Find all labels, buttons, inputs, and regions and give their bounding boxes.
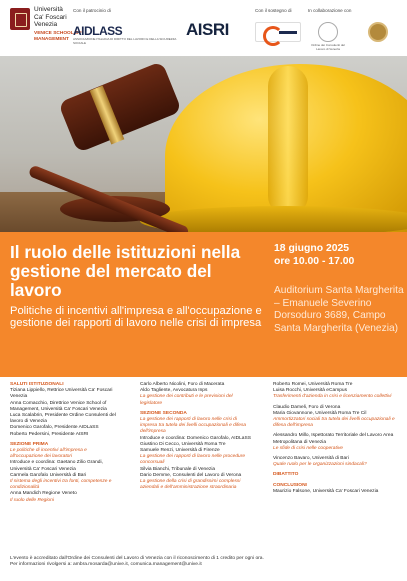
logo-strip: [0, 0, 407, 56]
sponsor-logo-icon: [255, 22, 301, 42]
program-column-2: [140, 382, 255, 491]
talk-title: La gestione della crisi di grandissimi complessi aziendali e dell'amministrazione straordinaria: [140, 479, 241, 491]
speaker-entry: Alessandro Millo, Ispettorato Territoriale del Lavoro Area Metropolitana di Venezia: [273, 433, 394, 445]
speaker-entry: Anna Comacchio, Direttrice Venice School of Management, Università Ca' Foscari Venezia: [10, 400, 107, 412]
ordine-emblem-icon: [318, 22, 338, 42]
section-heading: CONCLUSIONI: [273, 482, 307, 488]
program-column-3: [273, 382, 400, 495]
talk-title: Quale ruolo per le organizzazioni sindacali?: [273, 462, 367, 468]
speaker-entry: Carlo Alberto Nicolini, Foro di Macerata: [140, 382, 225, 387]
speaker-entry: Claudio Dameli, Foro di Verona: [273, 404, 341, 410]
footer: [10, 556, 405, 569]
talk-title: Ammortizzatori sociali tra tutela dei livelli occupazionali e difesa dell'impresa: [273, 417, 395, 429]
event-time: ore 10.00 - 17.00: [274, 255, 355, 267]
support-caption: Con il sostegno di: [255, 8, 292, 13]
event-date-day: 18 giugno 2025: [274, 243, 350, 254]
aidlass-fullname: ASSOCIAZIONE ITALIANA DI DIRITTO DEL LAVORO E DELLA SICUREZZA SOCIALE: [73, 37, 177, 45]
speaker-entry: Aldo Tagliente, Avvocatura Inps: [140, 388, 208, 394]
school-name: VENICE SCHOOL OF MANAGEMENT: [34, 31, 82, 42]
aisri-logo: AISRI: [186, 20, 229, 39]
speaker-entry: Vincenzo Bavaro, Università di Bari: [273, 456, 349, 462]
event-title: Il ruolo delle istituzioni nella gestione del mercato del lavoro: [10, 242, 241, 300]
hero-photo: [0, 56, 407, 232]
speaker-entry: Luisa Rocchi, Università eCampus: [273, 388, 348, 394]
speaker-entry: Giustino Di Cecco, Università Roma Tre: [140, 441, 226, 447]
talk-title: Trasferimenti d'azienda in crisi e licenziamento collettivi: [273, 394, 392, 400]
speaker-entry: Maria Giovannone, Università Roma Tre Cil: [273, 410, 367, 416]
talk-title: La gestione dei rapporti di lavoro nelle crisi di impresa tra tutela dei livelli occupazionali e difesa dell'impresa: [140, 417, 247, 435]
speaker-entry: Silvia Bianchi, Tribunale di Venezia: [140, 466, 216, 472]
aidlass-logo: AIDLASS: [73, 24, 123, 38]
speaker-entry: Roberto Romei, Università Roma Tre: [273, 382, 353, 387]
ordine-name: Ordine dei Consulenti del Lavoro di Venezia: [311, 43, 345, 51]
speaker-entry: Dario Demme, Consulenti del Lavoro di Verona: [140, 472, 242, 478]
speaker-entry: Introduce e coordina: Domenico Garofalo, AIDLaSS: [140, 435, 251, 441]
patronage-caption: Con il patrocinio di: [73, 8, 111, 13]
speaker-entry: Samuele Renzi, Università di Firenze: [140, 448, 220, 454]
contact-info: Per informazioni rivolgersi a: ambra.mosarda@unive.it, comunica.management@unive.it: [10, 562, 202, 568]
speaker-entry: Domenico Garofalo, Presidente AIDLaSS: [10, 425, 99, 431]
speaker-entry: Tiziana Lippiello, Rettrice Università Ca' Foscari Venezia: [10, 388, 113, 400]
speaker-entry: Introduce e coordina: Gaetano Zilio Grandi, Università Ca' Foscari Venezia: [10, 460, 103, 472]
talk-title: Il sistema degli incentivi tra fonti, competenze e condizionalità: [10, 479, 112, 491]
collab-caption: In collaborazione con: [308, 8, 352, 13]
speaker-entry: Roberto Pedersini, Presidente AISRI: [10, 431, 89, 437]
talk-title: Il ruolo delle Regioni: [10, 497, 54, 503]
university-crest-icon: [10, 8, 30, 30]
speaker-entry: Carmela Garofalo Università di Bari: [10, 472, 87, 478]
speaker-entry: Maurizio Falsone, Università Ca' Foscari Venezia: [273, 488, 379, 494]
speaker-entry: Anna Mandich Regione Veneto: [10, 491, 77, 497]
accreditation-note: L'evento è accreditato dall'Ordine dei Consulenti del Lavoro di Venezia con il riconoscimento di 1 credito per ogni ora.: [10, 556, 264, 561]
hard-hat-ridge: [268, 66, 308, 216]
section-heading: SALUTI ISTITUZIONALI: [10, 382, 64, 387]
talk-title: Le sfide di crisi nelle cooperative: [273, 445, 344, 451]
section-heading: SEZIONE PRIMA: [10, 441, 49, 447]
talk-title: La gestione dei contributi e le previsioni del legislatore: [140, 394, 233, 406]
section-heading: DIBATTITO: [273, 472, 299, 478]
talk-title: Le politiche di incentivi all'impresa e all'occupazione dei lavoratori: [10, 448, 87, 460]
university-name: Università Ca' Foscari Venezia: [34, 6, 67, 28]
section-heading: SEZIONE SECONDA: [140, 410, 187, 416]
talk-title: La gestione dei rapporti di lavoro nelle procedure concorsuali: [140, 454, 246, 466]
event-venue: Auditorium Santa Margherita – Emanuele Severino Dorsoduro 3689, Campo Santa Margherita (Venezia): [274, 285, 404, 334]
program-column-1: [10, 382, 120, 504]
speaker-entry: Luca Scalabrin, Presidente Ordine Consulenti del lavoro di Venezia: [10, 413, 116, 425]
event-date: [274, 243, 404, 268]
event-subtitle: Politiche di incentivi all'impresa e all'occupazione e gestione dei rapporti di lavoro nelle crisi di impresa: [10, 305, 262, 330]
seal-icon: [368, 22, 388, 42]
